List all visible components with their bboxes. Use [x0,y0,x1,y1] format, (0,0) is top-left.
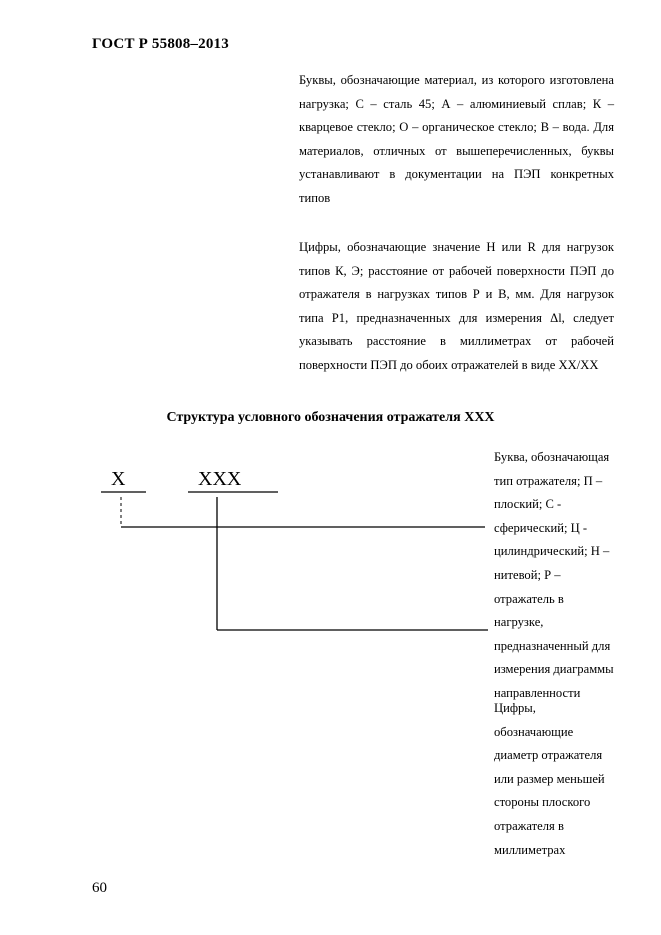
page-number: 60 [92,880,107,896]
designation-structure-diagram [0,440,500,660]
material-letters-paragraph: Буквы, обозначающие материал, из которого изготовлена нагрузка; С – сталь 45; А – алюминиевый сплав; К – кварцевое стекло; О – органическое стекло; В – вода. Для материалов, отличных от вышеперечисленных, буквы устанавливают в документации на ПЭП конкретных типов [299,73,614,205]
section-title: Структура условного обозначения отражателя XXX [166,410,495,425]
digits-paragraph: Цифры, обозначающие значение H или R для нагрузок типов К, Э; расстояние от рабочей поверхности ПЭП до отражателя в нагрузках типов Р и В, мм. Для нагрузок типа P1, предназначенных для измерения Δl, следует указывать расстояние в миллиметрах от рабочей поверхности ПЭП до обоих отражателей в виде XX/XX [299,240,614,372]
letter-note: Буква, обозначающая тип отражателя; П – плоский; С - сферический; Ц - цилиндрический; Н – нитевой; Р – отражатель в нагрузке, предназначенный для измерения диаграммы направленности [494,450,614,700]
digits-note: Цифры, обозначающие диаметр отражателя или размер меньшей стороны плоского отражателя в миллиметрах [494,701,605,857]
diagram-digits-label: XXX [198,468,242,490]
diagram-letter-label: X [111,468,126,490]
document-code: ГОСТ Р 55808–2013 [92,36,229,52]
